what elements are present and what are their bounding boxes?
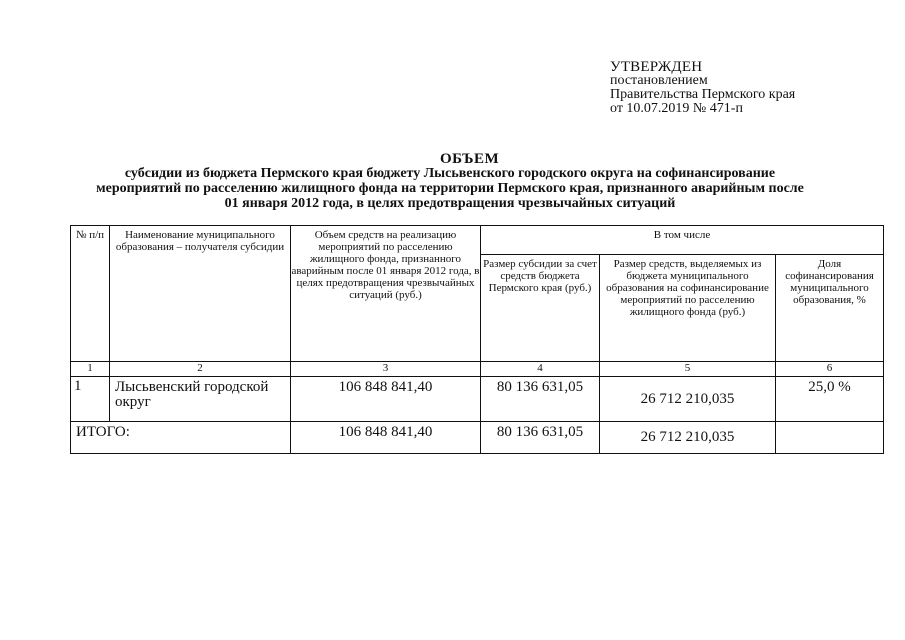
approval-line-3: от 10.07.2019 № 471-п bbox=[610, 101, 743, 116]
table-row bbox=[71, 377, 884, 422]
row-volume: 106 848 841,40 bbox=[291, 377, 481, 422]
total-share bbox=[776, 422, 884, 454]
header-including: В том числе bbox=[481, 226, 884, 255]
row-municipal: 26 712 210,035 bbox=[600, 377, 776, 422]
row-share: 25,0 % bbox=[776, 377, 884, 422]
approval-stamp bbox=[610, 60, 795, 116]
column-number: 4 bbox=[481, 362, 600, 377]
total-subsidy: 80 136 631,05 bbox=[481, 422, 600, 454]
header-municipal: Размер средств, выделяемых из бюджета муниципального образования на софинансирование мероприятий по расселению жилищного фонда (руб.) bbox=[600, 255, 776, 362]
column-number: 6 bbox=[776, 362, 884, 377]
total-municipal: 26 712 210,035 bbox=[600, 422, 776, 454]
row-name: Лысьвенский городской округ bbox=[110, 377, 291, 422]
column-number: 5 bbox=[600, 362, 776, 377]
total-label: ИТОГО: bbox=[71, 422, 291, 454]
approval-line-2: Правительства Пермского края bbox=[610, 87, 796, 102]
approval-heading: УТВЕРЖДЕН bbox=[610, 59, 703, 75]
subtitle-line-2: мероприятий по расселению жилищного фонда на территории Пермского края, признанного аварийным после bbox=[96, 181, 804, 196]
total-volume: 106 848 841,40 bbox=[291, 422, 481, 454]
column-number: 3 bbox=[291, 362, 481, 377]
column-number: 1 bbox=[71, 362, 110, 377]
row-subsidy: 80 136 631,05 bbox=[481, 377, 600, 422]
document-title: ОБЪЕМ bbox=[440, 151, 500, 167]
document-subtitle bbox=[70, 166, 830, 211]
subsidy-table bbox=[70, 225, 884, 454]
header-num: № п/п bbox=[71, 226, 110, 362]
header-name: Наименование муниципального образования – получателя субсидии bbox=[110, 226, 291, 362]
subtitle-line-1: субсидии из бюджета Пермского края бюджету Лысьвенского городского округа на софинансирование bbox=[124, 166, 776, 181]
column-number: 2 bbox=[110, 362, 291, 377]
column-numbers-row bbox=[71, 362, 884, 377]
row-num: 1 bbox=[71, 377, 110, 422]
header-subsidy: Размер субсидии за счет средств бюджета Пермского края (руб.) bbox=[481, 255, 600, 362]
approval-line-1: постановлением bbox=[610, 73, 708, 88]
header-share: Доля софинансирования муниципального образования, % bbox=[776, 255, 884, 362]
total-row bbox=[71, 422, 884, 454]
header-volume: Объем средств на реализацию мероприятий по расселению жилищного фонда, признанного аварийным после 01 января 2012 года, в целях предотвращения чрезвычайных ситуаций (руб.) bbox=[291, 226, 481, 362]
subtitle-line-3: 01 января 2012 года, в целях предотвращения чрезвычайных ситуаций bbox=[224, 196, 676, 211]
